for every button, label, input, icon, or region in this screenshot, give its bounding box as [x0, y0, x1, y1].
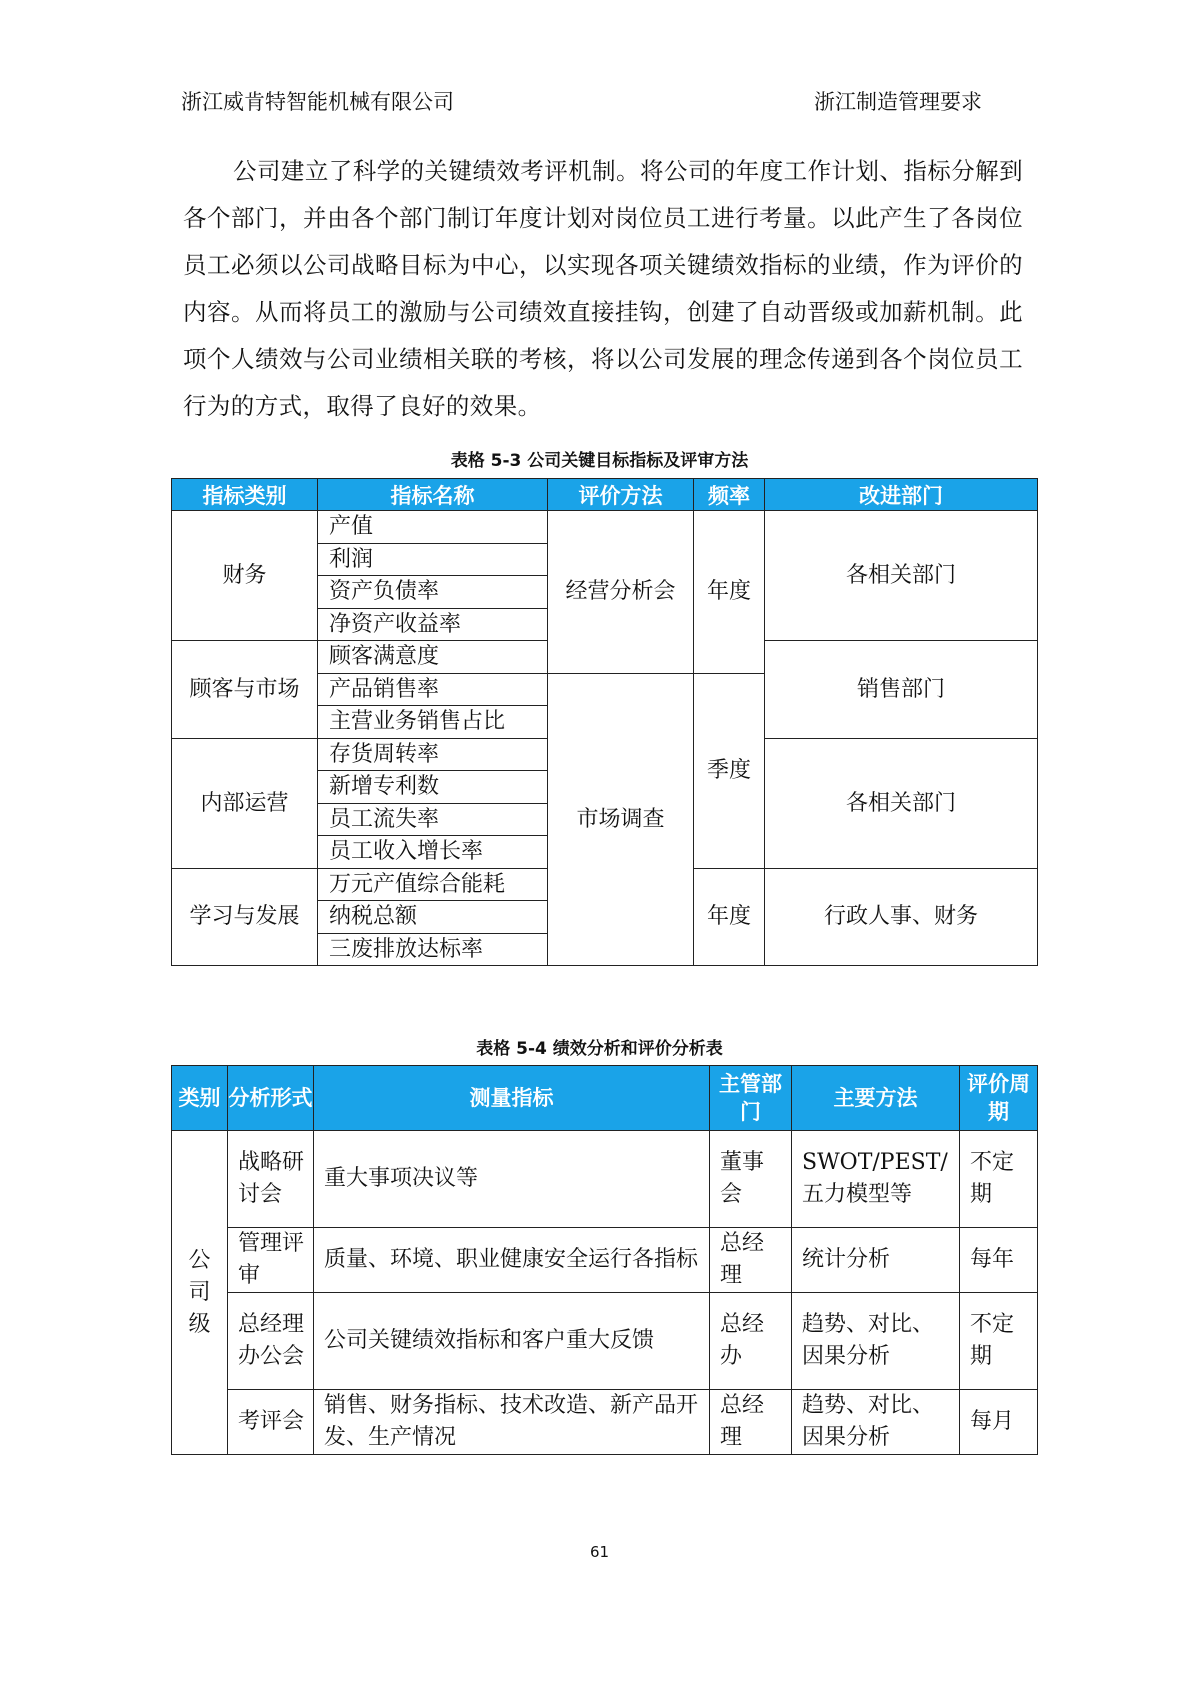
- table1-header: 指标名称: [318, 479, 548, 511]
- level-cell: 公司级: [172, 1131, 228, 1455]
- key-indicators-table: [171, 478, 1038, 966]
- metric-cell: 公司关键绩效指标和客户重大反馈: [314, 1293, 710, 1390]
- metric-cell: 重大事项决议等: [314, 1131, 710, 1228]
- dept-cell: 总经理: [710, 1228, 792, 1293]
- frequency-cell: 年度: [694, 868, 765, 966]
- department-cell: 各相关部门: [765, 511, 1038, 641]
- table1-header: 指标类别: [172, 479, 318, 511]
- indicator-cell: 产值: [318, 511, 548, 544]
- category-cell: 学习与发展: [172, 868, 318, 966]
- method-cell: 经营分析会: [548, 511, 694, 674]
- table1-caption: 表格 5-3 公司关键目标指标及评审方法: [450, 451, 749, 471]
- page-number: 61: [589, 1543, 610, 1561]
- method-cell: 趋势、对比、因果分析: [792, 1293, 960, 1390]
- table2-header: 类别: [172, 1066, 228, 1131]
- form-cell: 战略研讨会: [228, 1131, 314, 1228]
- body-paragraph: 公司建立了科学的关键绩效考评机制。将公司的年度工作计划、指标分解到各个部门，并由各个部门制订年度计划对岗位员工进行考量。以此产生了各岗位员工必须以公司战略目标为中心，以实现各项关键绩效指标的业绩，作为评价的内容。从而将员工的激励与公司绩效直接挂钩，创建了自动晋级或加薪机制。此项个人绩效与公司业绩相关联的考核，将以公司发展的理念传递到各个岗位员工行为的方式，取得了良好的效果。: [183, 157, 1023, 420]
- performance-analysis-table: [171, 1065, 1038, 1455]
- frequency-cell: 年度: [694, 511, 765, 674]
- indicator-cell: 新增专利数: [318, 771, 548, 804]
- metric-cell: 销售、财务指标、技术改造、新产品开发、生产情况: [314, 1390, 710, 1455]
- table2-caption: 表格 5-4 绩效分析和评价分析表: [476, 1039, 723, 1059]
- frequency-cell: 季度: [694, 673, 765, 868]
- dept-cell: 董事会: [710, 1131, 792, 1228]
- table1-header: 频率: [694, 479, 765, 511]
- indicator-cell: 产品销售率: [318, 673, 548, 706]
- header-company: 浙江威肯特智能机械有限公司: [181, 90, 454, 114]
- table2-header: 主管部门: [710, 1066, 792, 1131]
- form-cell: 管理评审: [228, 1228, 314, 1293]
- method-cell: 统计分析: [792, 1228, 960, 1293]
- method-cell: 市场调查: [548, 673, 694, 966]
- method-cell: SWOT/PEST/五力模型等: [792, 1131, 960, 1228]
- department-cell: 销售部门: [765, 641, 1038, 739]
- table2-header: 分析形式: [228, 1066, 314, 1131]
- period-cell: 不定期: [960, 1293, 1038, 1390]
- table2-header: 评价周期: [960, 1066, 1038, 1131]
- table2-header: 测量指标: [314, 1066, 710, 1131]
- table2-header: 主要方法: [792, 1066, 960, 1131]
- department-cell: 各相关部门: [765, 738, 1038, 868]
- form-cell: 总经理办公会: [228, 1293, 314, 1390]
- header-doc-title: 浙江制造管理要求: [814, 90, 982, 114]
- table1-header: 改进部门: [765, 479, 1038, 511]
- indicator-cell: 三废排放达标率: [318, 933, 548, 966]
- indicator-cell: 利润: [318, 543, 548, 576]
- indicator-cell: 纳税总额: [318, 901, 548, 934]
- period-cell: 不定期: [960, 1131, 1038, 1228]
- dept-cell: 总经理: [710, 1390, 792, 1455]
- category-cell: 顾客与市场: [172, 641, 318, 739]
- dept-cell: 总经办: [710, 1293, 792, 1390]
- category-cell: 内部运营: [172, 738, 318, 868]
- metric-cell: 质量、环境、职业健康安全运行各指标: [314, 1228, 710, 1293]
- table1-header-row: [172, 479, 1038, 511]
- indicator-cell: 顾客满意度: [318, 641, 548, 674]
- indicator-cell: 存货周转率: [318, 738, 548, 771]
- department-cell: 行政人事、财务: [765, 868, 1038, 966]
- indicator-cell: 员工流失率: [318, 803, 548, 836]
- form-cell: 考评会: [228, 1390, 314, 1455]
- indicator-cell: 主营业务销售占比: [318, 706, 548, 739]
- table2-header-row: [172, 1066, 1038, 1131]
- category-cell: 财务: [172, 511, 318, 641]
- method-cell: 趋势、对比、因果分析: [792, 1390, 960, 1455]
- indicator-cell: 万元产值综合能耗: [318, 868, 548, 901]
- period-cell: 每月: [960, 1390, 1038, 1455]
- period-cell: 每年: [960, 1228, 1038, 1293]
- indicator-cell: 净资产收益率: [318, 608, 548, 641]
- indicator-cell: 资产负债率: [318, 576, 548, 609]
- table1-header: 评价方法: [548, 479, 694, 511]
- indicator-cell: 员工收入增长率: [318, 836, 548, 869]
